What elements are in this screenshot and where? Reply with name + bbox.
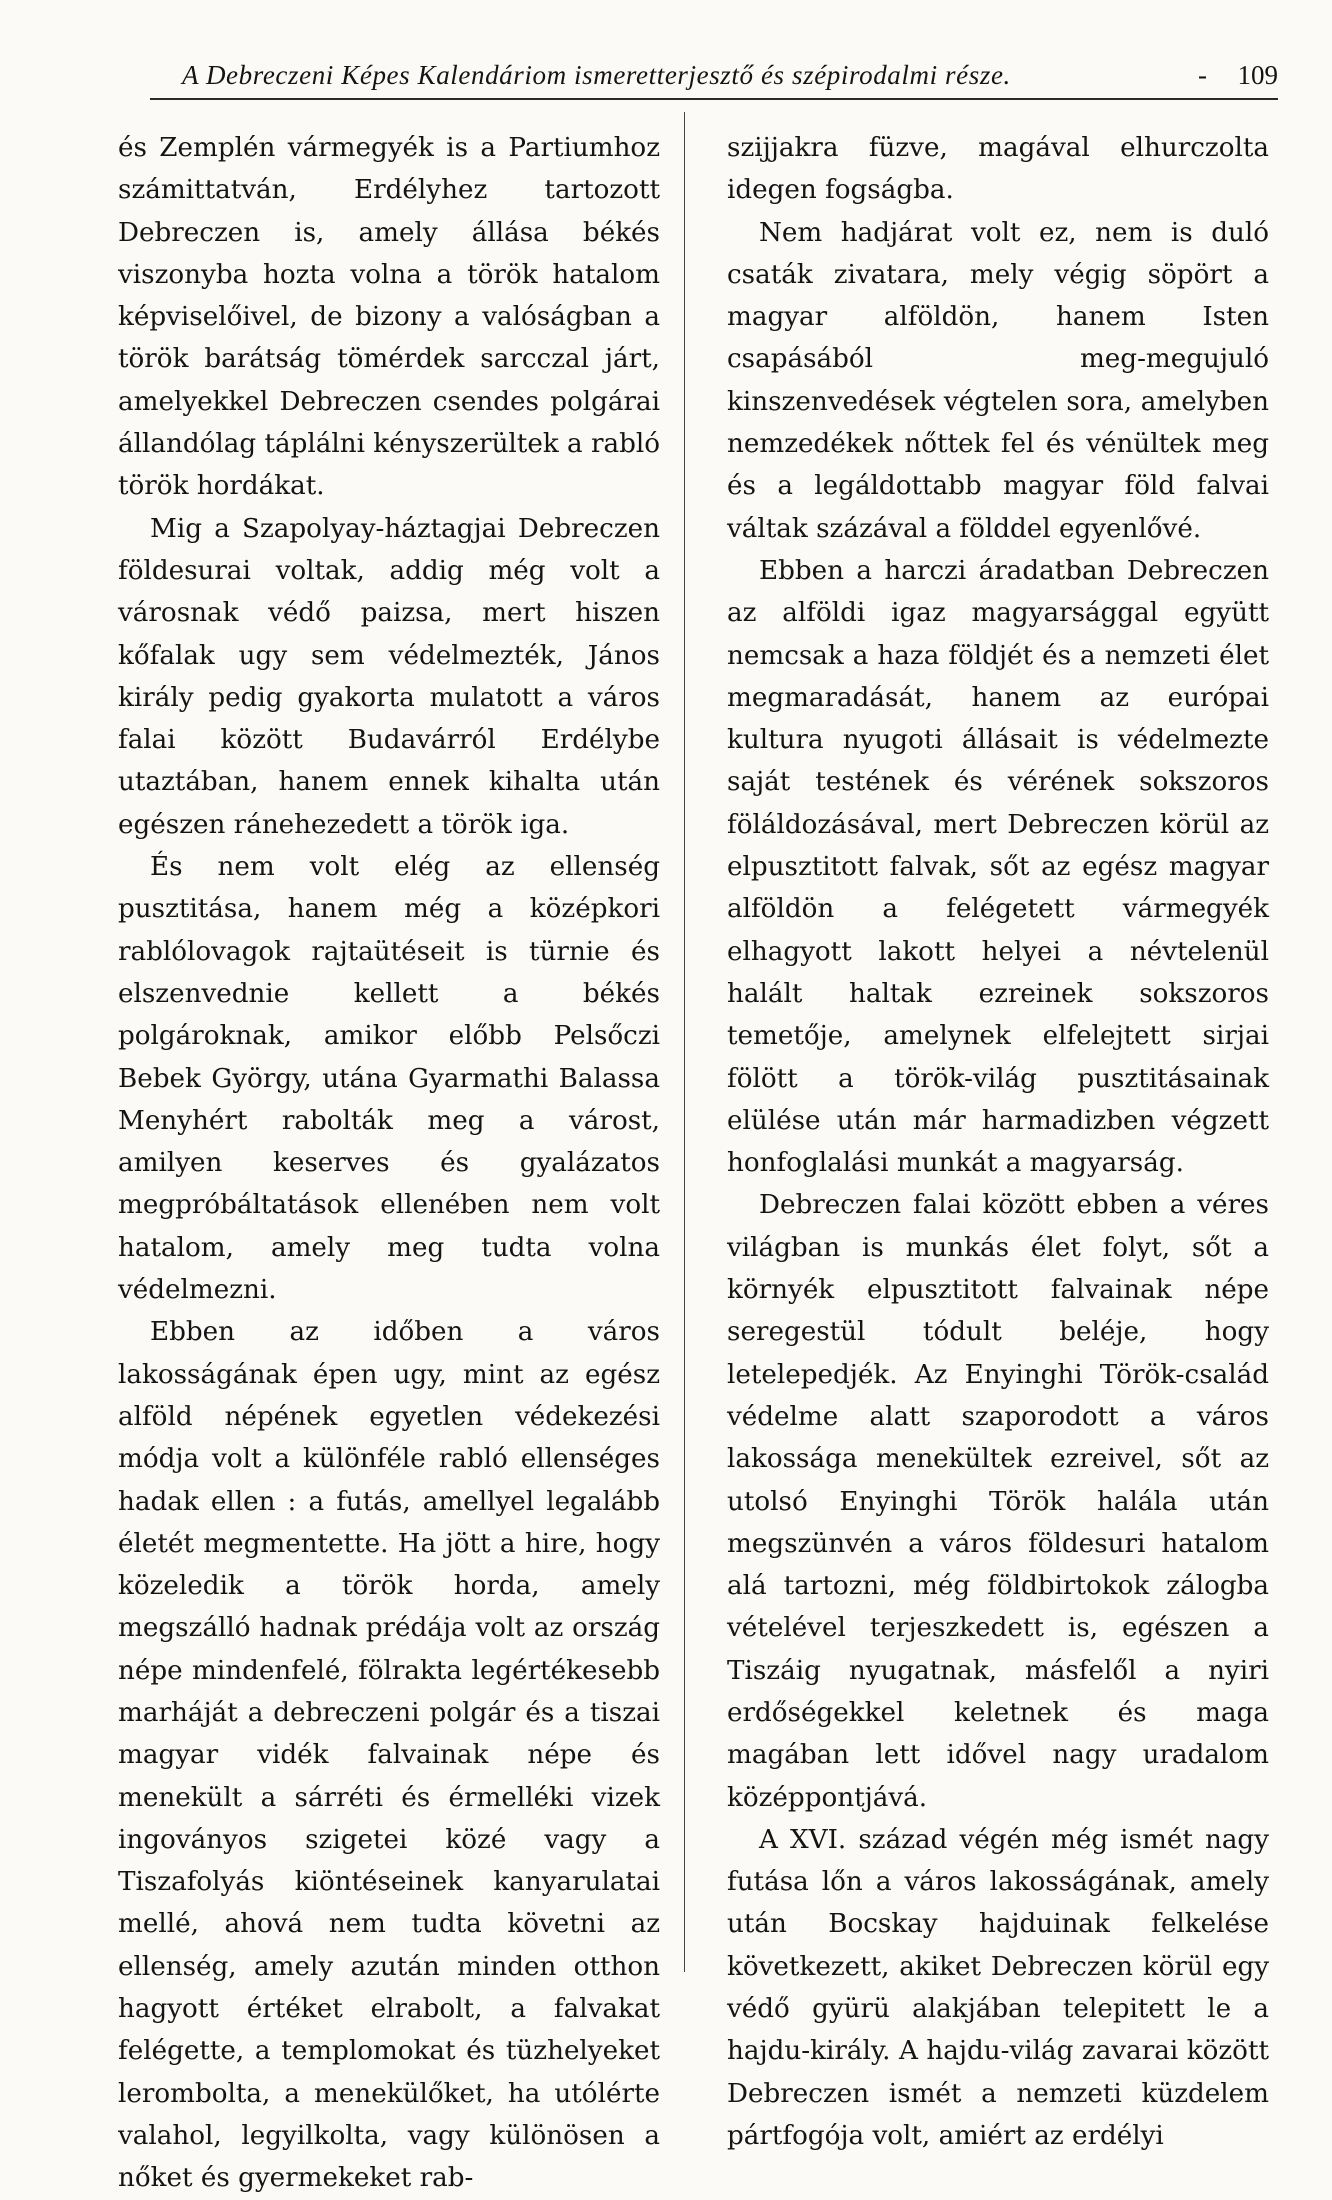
page-number: 109 bbox=[1237, 60, 1278, 90]
paragraph: és Zemplén vármegyék is a Partiumhoz számittatván, Erdélyhez tartozott Debreczen is, amely állása békés viszonyba hozta volna a török hatalom képviselőivel, de bizony a valóságban a török barátság tömérdek sarcczal járt, amelyekkel Debreczen csendes polgárai állandólag táplálni kényszerültek a rabló török hordákat. bbox=[118, 133, 660, 502]
header-rule bbox=[150, 98, 1278, 100]
column-divider bbox=[684, 112, 685, 1972]
paragraph: Mig a Szapolyay-háztagjai Debreczen földesurai voltak, addig még volt a városnak védő paizsa, mert hiszen kőfalak ugy sem védelmezték, János király pedig gyakorta mulatott a város falai között Budavárról Erdélybe utaztában, hanem ennek kihalta után egészen ránehezedett a török iga. bbox=[118, 513, 660, 840]
paragraph: És nem volt elég az ellenség pusztitása, hanem még a középkori rablólovagok rajtaütéseit is türnie és elszenvednie kellett a békés polgároknak, amikor előbb Pelsőczi Bebek György, utána Gyarmathi Balassa Menyhért rabolták meg a várost, amilyen keserves és gyalázatos megpróbáltatások ellenében nem volt hatalom, amely meg tudta volna védelmezni. bbox=[118, 852, 660, 1306]
header-dash: - bbox=[1198, 60, 1207, 90]
paragraph: Ebben a harczi áradatban Debreczen az alföldi igaz magyarsággal együtt nemcsak a haza földjét és a nemzeti élet megmaradását, hanem az európai kultura nyugoti állásait is védelmezte saját testének és vérének sokszoros föláldozásával, mert Debreczen körül az elpusztitott falvak, sőt az egész magyar alföldön a felégetett vármegyék elhagyott lakott helyei a névtelenül halált haltak ezreinek sokszoros temetője, amelynek elfelejtett sirjai fölött a török-világ pusztitásainak elülése után már harmadizben végzett honfoglalási munkát a magyarság. bbox=[727, 555, 1269, 1179]
left-column bbox=[118, 127, 660, 2200]
running-title: A Debreczeni Képes Kalendáriom ismeretterjesztő és szépirodalmi része. bbox=[182, 60, 1011, 90]
page-header bbox=[150, 52, 1278, 102]
paragraph: Debreczen falai között ebben a véres világban is munkás élet folyt, sőt a környék elpusztitott falvainak népe seregestül tódult beléje, hogy letelepedjék. Az Enyinghi Török-család védelme alatt szaporodott a város lakossága menekültek ezreivel, sőt az utolsó Enyinghi Török halála után megszünvén a város földesuri hatalom alá tartozni, még földbirtokok zálogba vételével terjeszkedett is, egészen a Tiszáig nyugatnak, másfelől a nyiri erdőségekkel keletnek és maga magában lett idővel nagy uradalom középpontjává. bbox=[727, 1190, 1269, 1813]
paragraph: szijjakra füzve, magával elhurczolta idegen fogságba. bbox=[727, 133, 1269, 206]
right-column bbox=[727, 127, 1269, 2157]
paragraph: A XVI. század végén még ismét nagy futása lőn a város lakosságának, amely után Bocskay hajduinak felkelése következett, akiket Debreczen körül egy védő gyürü alakjában telepitett le a hajdu-király. A hajdu-világ zavarai között Debreczen ismét a nemzeti küzdelem pártfogója volt, amiért az erdélyi bbox=[727, 1824, 1269, 2151]
paragraph: Ebben az időben a város lakosságának épen ugy, mint az egész alföld népének egyetlen védekezési módja volt a különféle rabló ellenséges hadak ellen : a futás, amellyel legalább életét megmentette. Ha jött a hire, hogy közeledik a török horda, amely megszálló hadnak prédája volt az ország népe mindenfelé, fölrakta legértékesebb marháját a debreczeni polgár és a tiszai magyar vidék falvainak népe és menekült a sárréti és érmelléki vizek ingoványos szigetei közé vagy a Tiszafolyás kiöntéseinek kanyarulatai mellé, ahová nem tudta követni az ellenség, amely azután minden otthon hagyott értéket elrabolt, a falvakat felégette, a templomokat és tüzhelyeket lerombolta, a menekülőket, ha utólérte valahol, legyilkolta, vagy különösen a nőket és gyermekeket rab- bbox=[118, 1317, 660, 2194]
paragraph: Nem hadjárat volt ez, nem is duló csaták zivatara, mely végig söpört a magyar alföldön, hanem Isten csapásából meg-megujuló kinszenvedések végtelen sora, amelyben nemzedékek nőttek fel és vénültek meg és a legáldottabb magyar föld falvai váltak százával a földdel egyenlővé. bbox=[727, 217, 1269, 544]
